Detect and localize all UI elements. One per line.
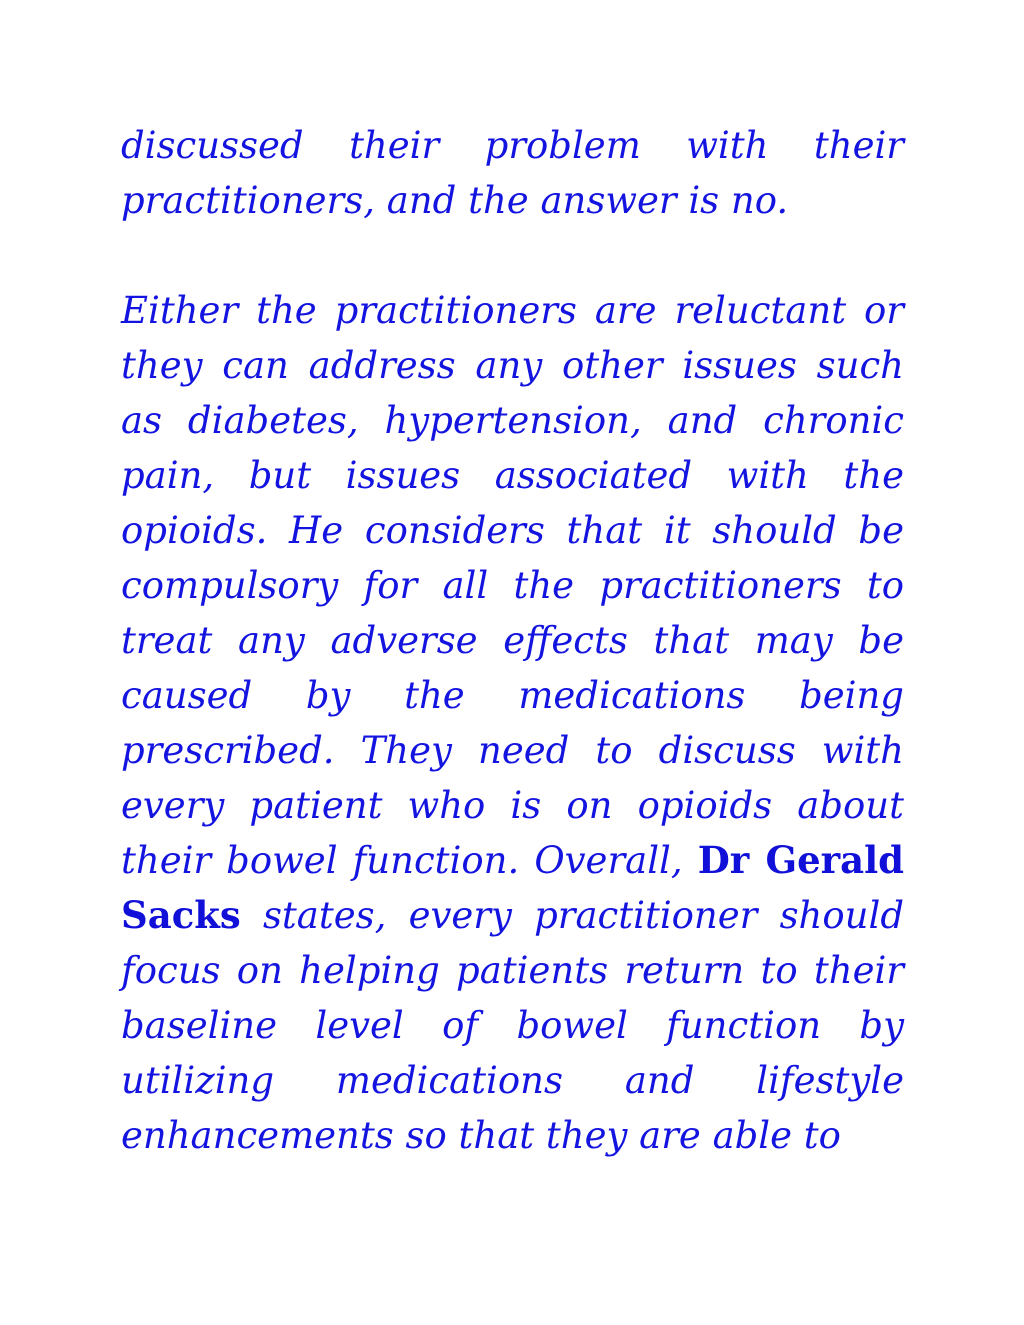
paragraph-2-text-after: states, every practitioner should focus on helping patients return to their baseline level of bowel function by utilizing medications and lifestyle enhancements so that they are able to [121,894,905,1157]
paragraph-1 [121,118,904,228]
document-page [121,118,904,1163]
paragraph-2-text-before: Either the practitioners are reluctant or they can address any other issues such as diabetes, hypertension, and chronic pain, but issues associated with the opioids. He considers that it should be compulsory for all the practitioners to treat any adverse effects that may be caused by the medications being prescribed. They need to discuss with every patient who is on opioids about their bowel function. Overall, [121,289,904,882]
person-name: Dr Gerald Sacks [121,838,905,937]
paragraph-1-text: discussed their problem with their practitioners, and the answer is no. [121,124,904,222]
paragraph-2 [121,283,904,1163]
